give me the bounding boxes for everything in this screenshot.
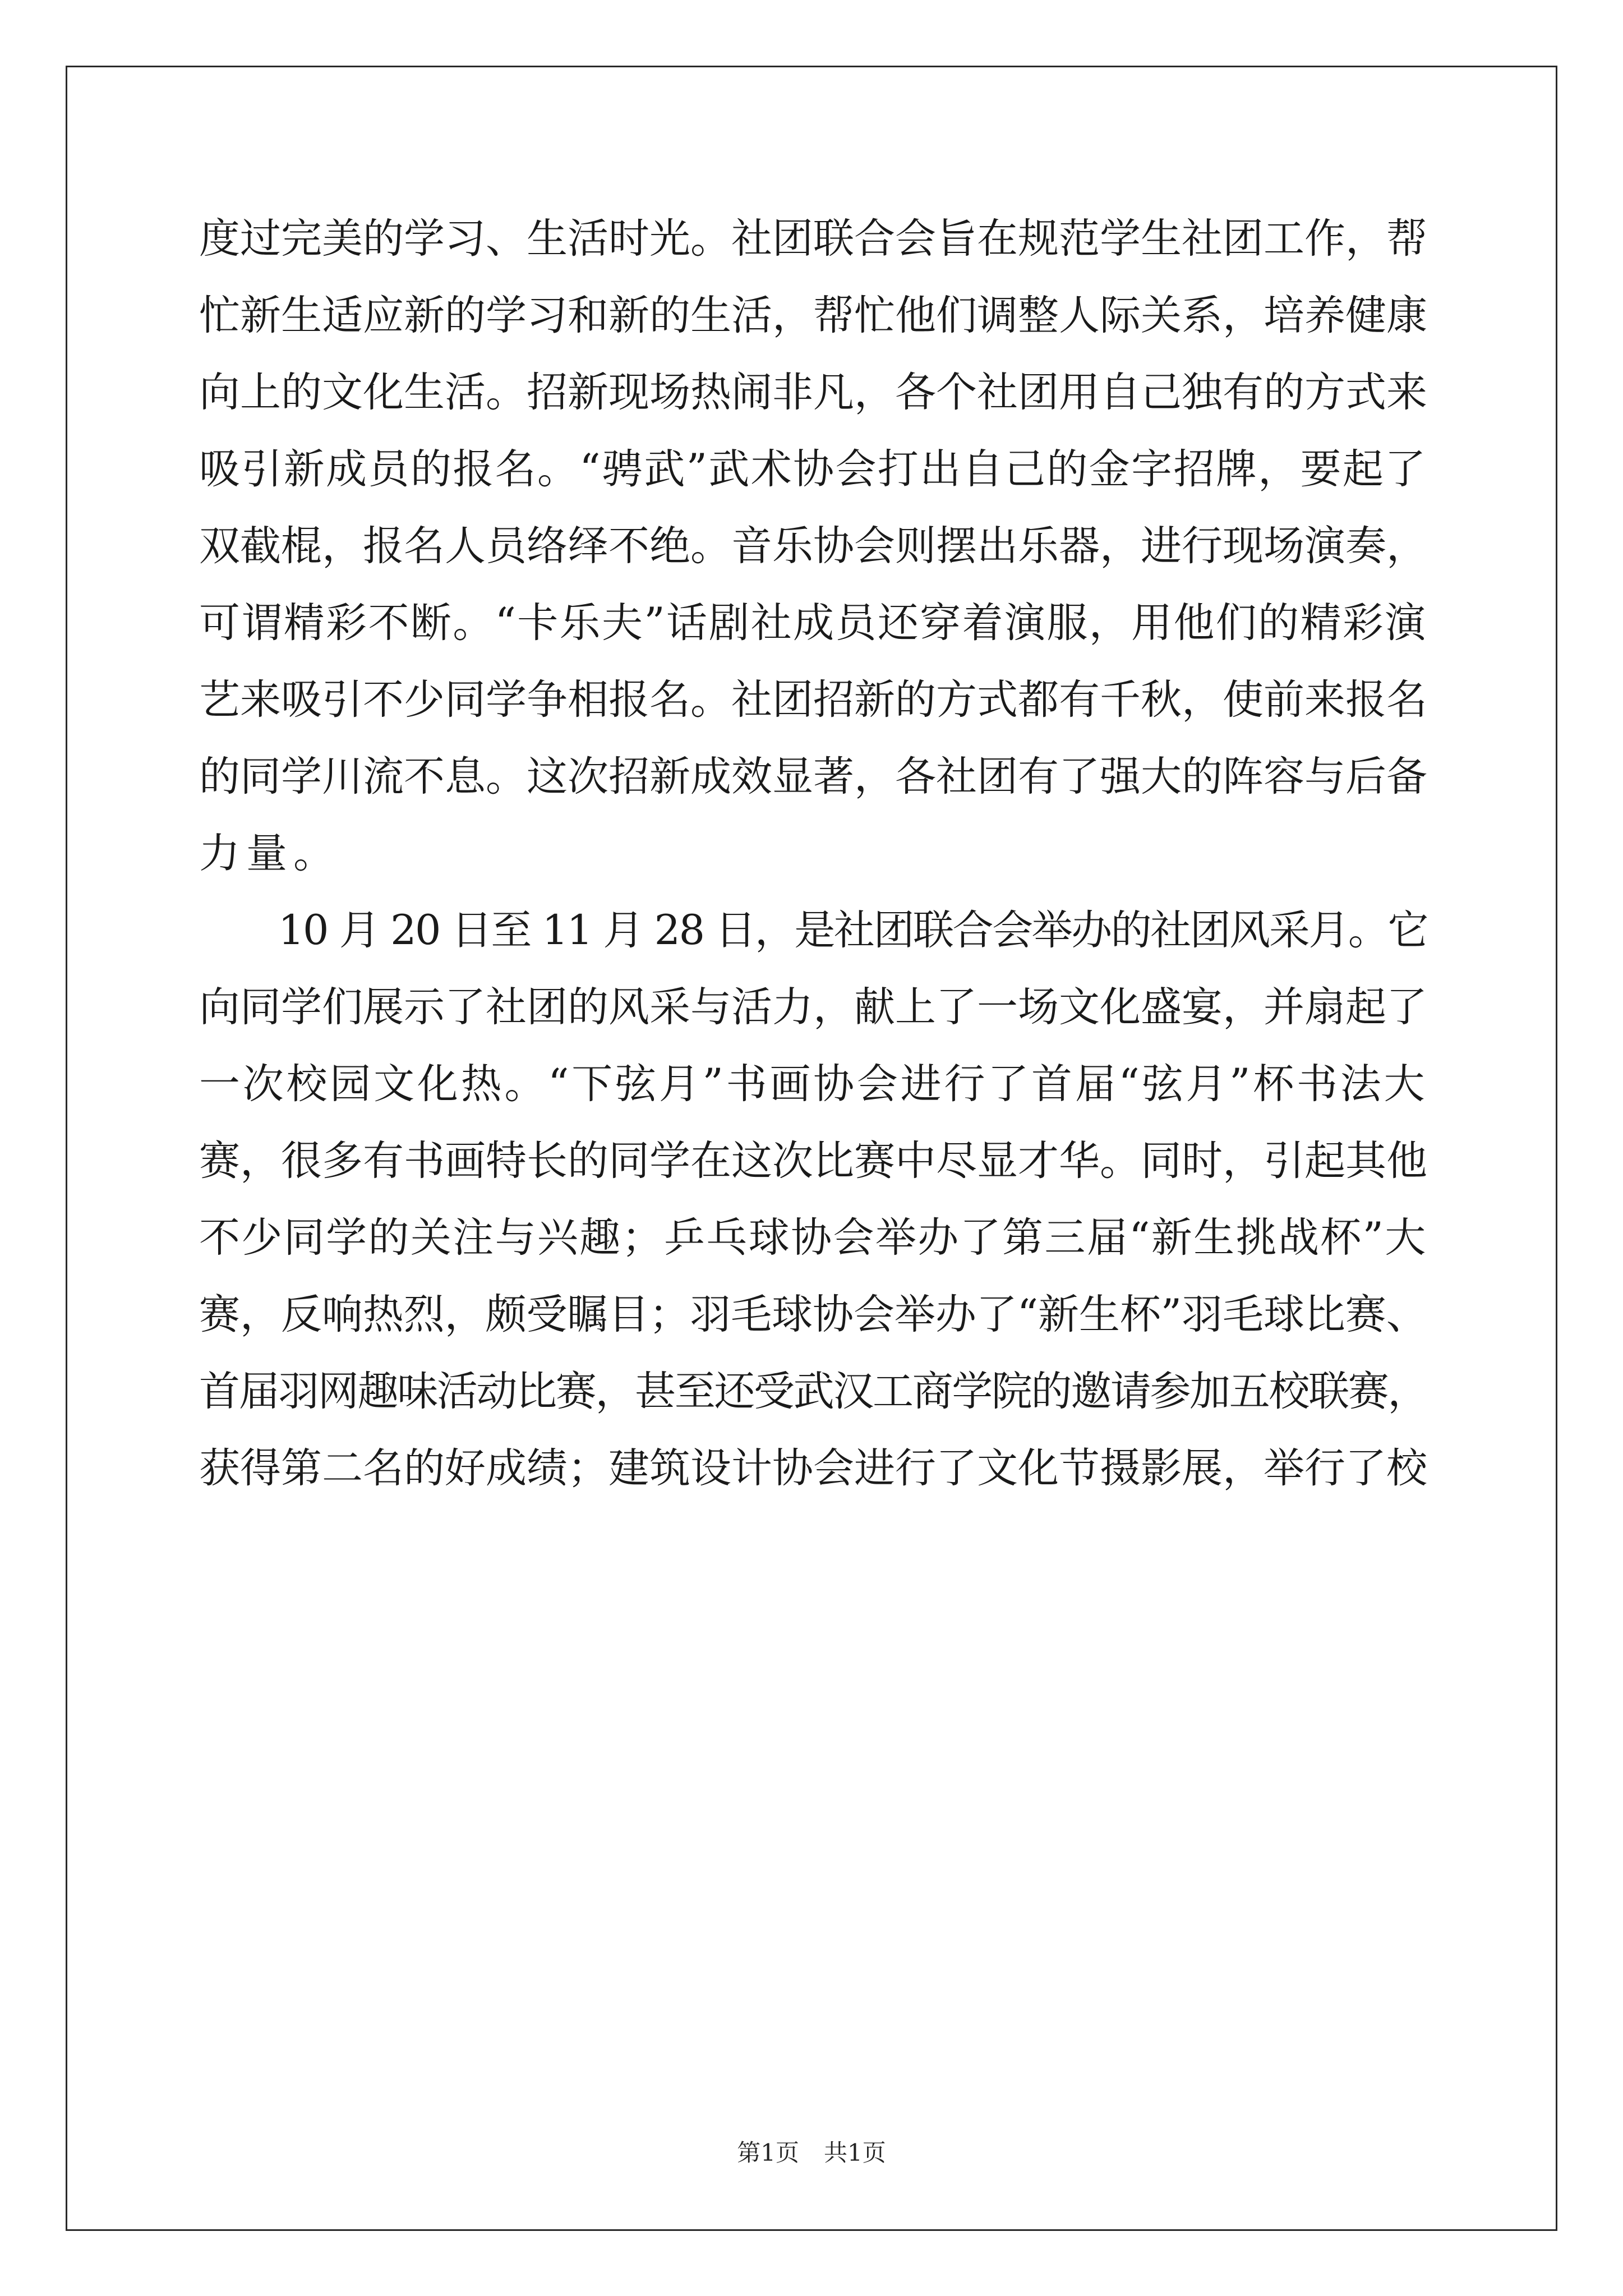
page-count: 共1页 [824, 2139, 886, 2166]
text-line: 力量。 [199, 830, 340, 877]
text-line: 不少同学的关注与兴趣；乒乓球协会举办了第三届“新生挑战杯”大 [199, 1214, 1427, 1262]
text-line: 艺来吸引不少同学争相报名。社团招新的方式都有千秋，使前来报名 [199, 676, 1427, 724]
text-line: 赛，很多有书画特长的同学在这次比赛中尽显才华。同时，引起其他 [199, 1137, 1427, 1185]
text-line: 赛，反响热烈，颇受瞩目；羽毛球协会举办了“新生杯”羽毛球比赛、 [199, 1291, 1427, 1338]
text-line: 双截棍，报名人员络绎不绝。音乐协会则摆出乐器，进行现场演奏， [199, 522, 1427, 570]
text-line: 的同学川流不息。这次招新成效显著，各社团有了强大的阵容与后备 [199, 753, 1427, 800]
text-line: 向上的文化生活。招新现场热闹非凡，各个社团用自己独有的方式来 [199, 369, 1427, 416]
text-line: 度过完美的学习、生活时光。社团联合会旨在规范学生社团工作，帮 [199, 215, 1427, 263]
text-line: 可谓精彩不断。“卡乐夫”话剧社成员还穿着演服，用他们的精彩演 [199, 599, 1427, 647]
page-footer [0, 2136, 1623, 2170]
text-line: 获得第二名的好成绩；建筑设计协会进行了文化节摄影展，举行了校 [199, 1444, 1427, 1492]
page-number: 第1页 [737, 2139, 799, 2166]
text-line: 10 月 20 日至 11 月 28 日，是社团联合会举办的社团风采月。它 [199, 907, 1427, 954]
text-line: 一次校园文化热。“下弦月”书画协会进行了首届“弦月”杯书法大 [199, 1060, 1428, 1108]
text-line: 首届羽网趣味活动比赛，甚至还受武汉工商学院的邀请参加五校联赛， [199, 1368, 1427, 1415]
text-line: 吸引新成员的报名。“骋武”武术协会打出自己的金字招牌，要起了 [199, 445, 1427, 493]
text-line: 向同学们展示了社团的风采与活力，献上了一场文化盛宴，并扇起了 [199, 983, 1427, 1031]
text-line: 忙新生适应新的学习和新的生活，帮忙他们调整人际关系，培养健康 [199, 292, 1427, 339]
